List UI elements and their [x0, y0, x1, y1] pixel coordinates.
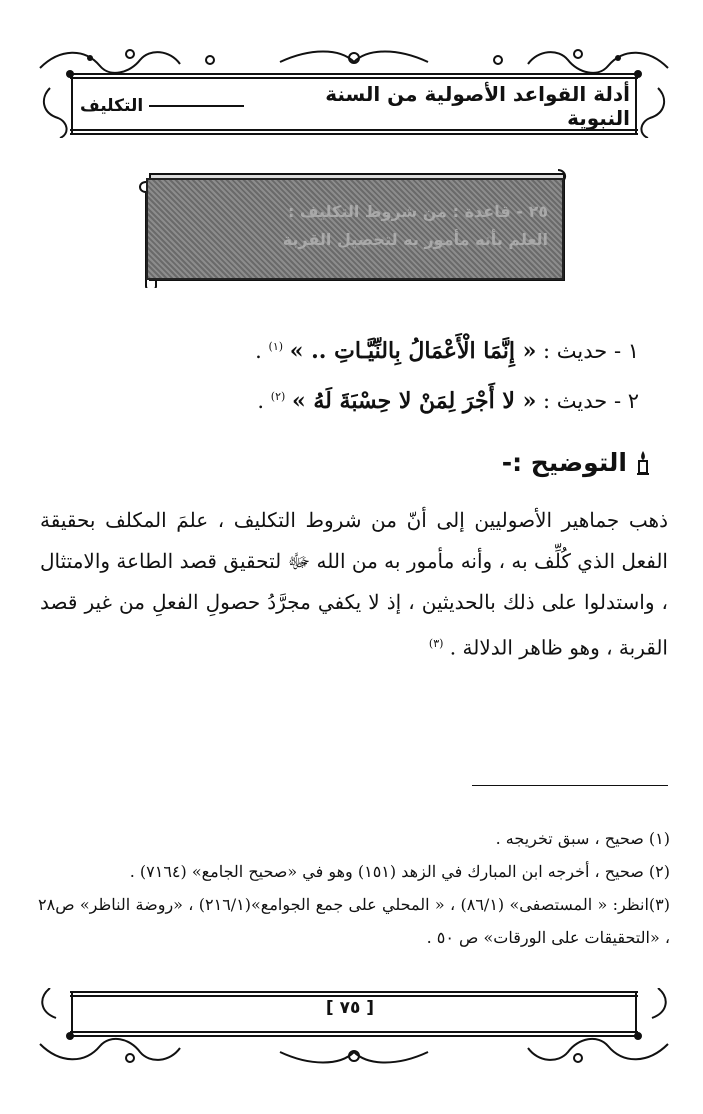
- running-header: [80, 82, 630, 130]
- rule-line-2: العلم بأنه مأمور به لتحصيل القربة: [282, 230, 548, 249]
- hadith-1-prefix: ١ - حديث :: [543, 339, 639, 363]
- rule-text-panel: [146, 178, 564, 280]
- rule-scroll-box: [138, 168, 568, 288]
- explanation-text: ذهب جماهير الأصوليين إلى أنّ من شروط التكليف ، علمَ المكلف بحقيقة الفعل الذي كُلِّف به ، وأنه مأمور به من الله ﷻ لتحقيق قصد الطاعة والامتثال ، واستدلوا على ذلك بالحديثين ، إذ لا يكفي مجرَّدُ حصولِ الفعلِ من غير قصد القربة ، وهو ظاهر الدلالة .: [40, 508, 668, 660]
- footnotes: [38, 822, 670, 954]
- footnote-3: (٣)انظر: « المستصفى» (٨٦/١) ، « المحلي على جمع الجوامع»(٢١٦/١) ، «روضة الناظر» ص٢٨ ، «التحقيقات على الورقات» ص ٥٠ .: [38, 895, 670, 947]
- candle-icon: [635, 450, 651, 476]
- rule-line-1: ٢٥ - قاعدة : من شروط التكليف :: [287, 202, 548, 221]
- hadith-2-footnote-ref: (٢): [270, 390, 286, 403]
- book-title: أدلة القواعد الأصولية من السنة النبوية: [325, 82, 630, 130]
- footnote-separator: [472, 785, 668, 786]
- hadith-1-end: .: [255, 339, 262, 363]
- page-number: [ ٧٥ ]: [325, 998, 375, 1018]
- hadith-2-end: .: [257, 389, 265, 413]
- hadith-2: [257, 388, 639, 414]
- hadith-2-prefix: ٢ - حديث :: [543, 389, 639, 413]
- hadith-1-footnote-ref: (١): [268, 340, 284, 353]
- hadith-1: [255, 338, 639, 364]
- hadith-2-quote: « لا أَجْرَ لِمَنْ لا حِسْبَةَ لَهُ »: [291, 388, 537, 414]
- header-dash: [149, 105, 244, 107]
- footnote-1: (١) صحيح ، سبق تخريجه .: [495, 829, 670, 848]
- hadith-1-quote: « إِنَّمَا الْأَعْمَالُ بِالنِّيَّـاتِ .. »: [289, 338, 537, 364]
- chapter-title: التكليف: [80, 96, 144, 116]
- footnote-2: (٢) صحيح ، أخرجه ابن المبارك في الزهد (١٥١) وهو في «صحيح الجامع» (٧١٦٤) .: [129, 862, 670, 881]
- explanation-footnote-ref: (٣): [428, 637, 444, 650]
- explanation-heading: التوضيح :-: [501, 448, 627, 477]
- explanation-heading-row: [502, 448, 651, 477]
- explanation-paragraph: [40, 500, 668, 669]
